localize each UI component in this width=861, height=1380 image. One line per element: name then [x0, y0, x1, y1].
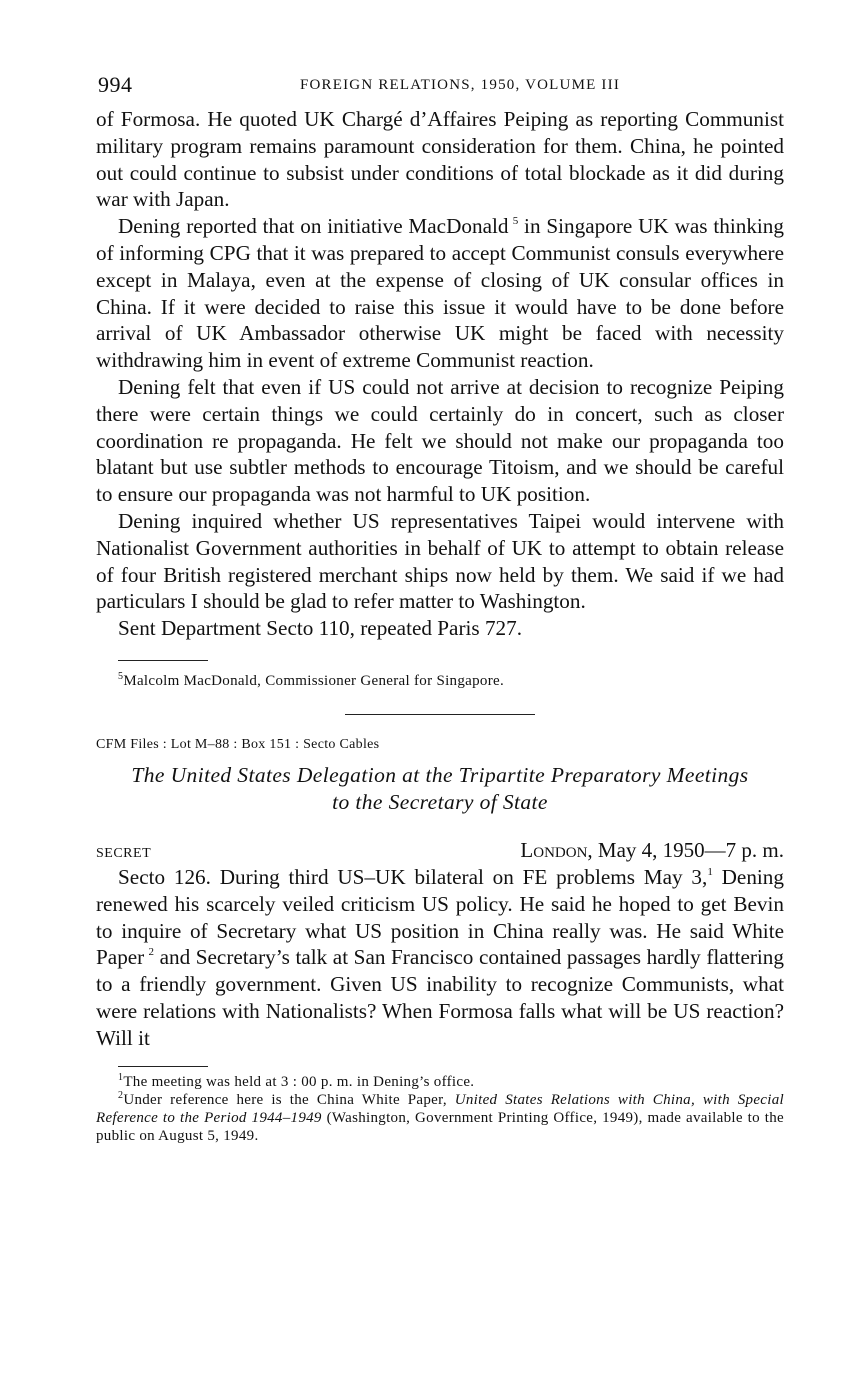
- footnote-ref: 2: [148, 946, 154, 959]
- paragraph: Sent Department Secto 110, repeated Paris 727.: [118, 616, 523, 641]
- footnote-divider: [118, 1066, 208, 1067]
- footnote-ref: 1: [707, 865, 713, 878]
- document-page: [96, 72, 784, 1145]
- footnote-marker: 1: [118, 1071, 124, 1083]
- footnote-divider: [118, 660, 208, 661]
- body-text-secto126: [96, 864, 784, 1052]
- body-text-top: [96, 106, 784, 642]
- document-title: The United States Delegation at the Tripartite Preparatory Meetings to the Secretary of State: [131, 762, 749, 814]
- page-header: [96, 72, 784, 106]
- footnote-5: $^5$Malcolm MacDonald, Commissioner General for Singapore.: [118, 670, 505, 689]
- paragraph-macdonald: Dening reported that on initiative MacDonald $^5$ in Singapore UK was thinking of informing CPG that it was prepared to accept Communist consuls everywhere except in Malaya, even at the expense of closing of UK consular offices in China. If it were decided to raise this issue it would have to be done before arrival of UK Ambassador otherwise UK might be faced with necessity withdrawing him in event of extreme Communist reaction.: [96, 214, 784, 373]
- footnote-1: $^1$The meeting was held at 3 : 00 p. m. in Dening’s office.: [118, 1071, 475, 1090]
- footnote-marker: 2: [118, 1089, 124, 1101]
- classification-label: SECRET: [96, 845, 152, 861]
- footnotes-bottom: [96, 1073, 784, 1145]
- paragraph-secto126: Secto 126. During third US–UK bilateral on FE problems May 3,$^1$ Dening renewed his scarcely veiled criticism US policy. He said he hoped to get Bevin to inquire of Secretary what US position in China really was. He said White Paper $^2$ and Secretary’s talk at San Francisco contained passages hardly flattering to a friendly government. Given US inability to recognize Communists, what were relations with Nationalists? When Formosa falls what will be US reaction? Will it: [96, 864, 784, 1050]
- paragraph: of Formosa. He quoted UK Chargé d’Affaires Peiping as reporting Communist military program remains paramount consideration for them. China, he pointed out could continue to subsist under conditions of total blockade as it did during war with Japan.: [96, 107, 784, 212]
- paragraph: Dening felt that even if US could not arrive at decision to recognize Peiping there were certain things we could certainly do in concert, such as closer coordination re propaganda. He felt we should not make our propaganda too blatant but use subtler methods to encourage Titoism, and we should be careful to ensure our propaganda was not harmful to UK position.: [96, 374, 784, 507]
- paragraph: Dening inquired whether US representatives Taipei would intervene with Nationalist Government authorities in behalf of UK to attempt to obtain release of four British registered merchant ships now held by them. We said if we had particulars I should be glad to refer matter to Washington.: [96, 508, 784, 614]
- footnote-marker: 5: [118, 670, 124, 682]
- footnote-2: $^2$Under reference here is the China White Paper, United States Relations with China, with Special Reference to the Period 1944–1949 (Washington, Government Printing Office, 1949), made available to the public on August 5, 1949.: [96, 1089, 785, 1144]
- section-divider: [345, 714, 535, 715]
- running-head: FOREIGN RELATIONS, 1950, VOLUME III: [299, 77, 621, 93]
- page-number: 994: [98, 72, 133, 97]
- footnote-ref: 5: [512, 215, 519, 228]
- archive-source: CFM Files : Lot M–88 : Box 151 : Secto Cables: [96, 736, 380, 752]
- place-date: London, May 4, 1950—7 p. m.: [520, 837, 784, 862]
- dateline: [96, 838, 784, 863]
